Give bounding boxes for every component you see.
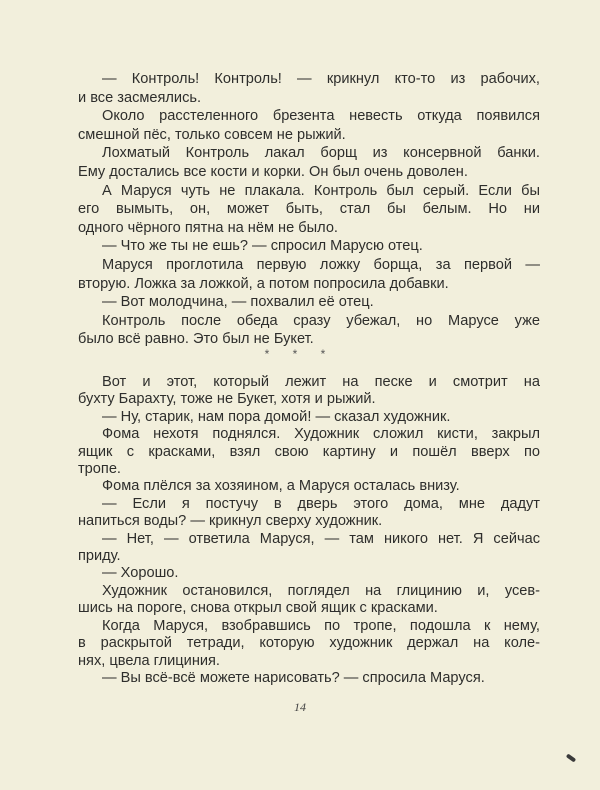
text-line: в раскрытой тетради, которую художник держал на коле- — [78, 635, 540, 652]
paragraph — [78, 478, 540, 495]
text-block-1 — [78, 70, 540, 349]
text-line: напиться воды? — крикнул сверху художник. — [78, 513, 383, 530]
page-number: 14 — [294, 700, 306, 714]
text-line: его вымыть, он, может быть, стал бы белым. Но ни — [78, 201, 540, 218]
paragraph — [78, 496, 540, 531]
text-line: Контроль после обеда сразу убежал, но Марусе уже — [102, 312, 540, 329]
paragraph — [78, 670, 540, 687]
text-line: и все засмеялись. — [78, 89, 202, 106]
paragraph — [78, 256, 540, 293]
paragraph — [78, 107, 540, 144]
paragraph — [78, 426, 540, 478]
text-line: Ему достались все кости и корки. Он был очень доволен. — [78, 163, 468, 180]
paragraph — [78, 409, 540, 426]
paragraph — [78, 237, 540, 256]
text-line: Лохматый Контроль лакал борщ из консервной банки. — [102, 145, 540, 162]
text-line: А Маруся чуть не плакала. Контроль был серый. Если бы — [102, 182, 540, 199]
text-line: Фома нехотя поднялся. Художник сложил кисти, закрыл — [102, 426, 540, 443]
text-line: — Если я постучу в дверь этого дома, мне дадут — [102, 495, 540, 512]
text-block-2 — [78, 374, 540, 687]
text-line: — Контроль! Контроль! — крикнул кто-то из рабочих, — [102, 71, 540, 87]
paragraph — [78, 583, 540, 618]
paragraph — [78, 565, 540, 582]
text-line: Маруся проглотила первую ложку борща, за первой — — [102, 256, 540, 273]
paragraph — [78, 293, 540, 312]
section-separator: * * * — [264, 347, 336, 361]
text-line: Около расстеленного брезента невесть откуда появился — [102, 108, 540, 125]
text-line: нях, цвела глициния. — [78, 652, 220, 669]
paragraph — [78, 531, 540, 566]
text-line: ящик с красками, взял свою картину и пошёл вверх по — [78, 443, 540, 460]
text-line: — Ну, старик, нам пора домой! — сказал художник. — [102, 408, 451, 425]
text-line: — Нет, — ответила Маруся, — там никого нет. Я сейчас — [102, 530, 540, 547]
text-line: — Вот молодчина, — похвалил её отец. — [102, 294, 374, 311]
text-line: Фома плёлся за хозяином, а Маруся осталась внизу. — [102, 478, 460, 495]
paragraph — [78, 312, 540, 349]
paragraph — [78, 374, 540, 409]
text-line: — Что же ты не ешь? — спросил Марусю отец. — [102, 238, 423, 255]
paragraph — [78, 70, 540, 107]
text-line: — Хорошо. — [102, 565, 179, 582]
text-line: приду. — [78, 548, 121, 565]
text-line: одного чёрного пятна на нём не было. — [78, 219, 338, 236]
text-line: Художник остановился, поглядел на глицинию и, усев- — [102, 582, 540, 599]
text-line: было всё равно. Это был не Букет. — [78, 331, 314, 348]
paragraph — [78, 182, 540, 238]
paragraph — [78, 618, 540, 670]
text-line: вторую. Ложка за ложкой, а потом попросила добавки. — [78, 275, 449, 292]
paragraph — [78, 144, 540, 181]
text-line: Вот и этот, который лежит на песке и смотрит на — [102, 374, 540, 390]
text-line: смешной пёс, только совсем не рыжий. — [78, 126, 346, 143]
text-line: Когда Маруся, взобравшись по тропе, подошла к нему, — [102, 617, 540, 634]
scan-speck — [566, 753, 576, 762]
text-line: — Вы всё-всё можете нарисовать? — спросила Маруся. — [102, 669, 485, 686]
text-line: шись на пороге, снова открыл свой ящик с красками. — [78, 600, 438, 617]
text-line: тропе. — [78, 461, 121, 478]
text-line: бухту Барахту, тоже не Букет, хотя и рыжий. — [78, 391, 376, 408]
